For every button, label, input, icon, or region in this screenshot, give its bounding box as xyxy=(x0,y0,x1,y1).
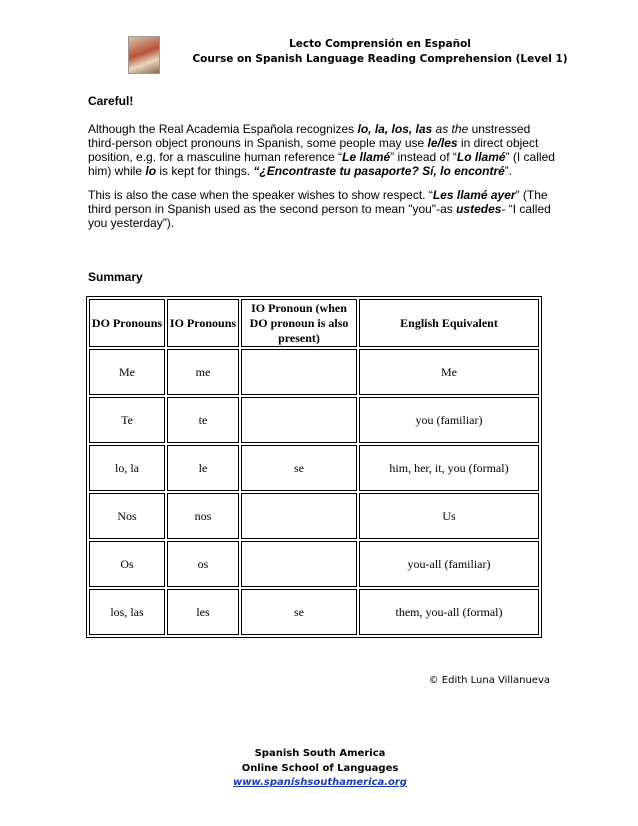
table-row xyxy=(89,397,539,443)
table-cell: Me xyxy=(359,349,539,395)
text-run: This is also the case when the speaker wishes to show respect. “ xyxy=(88,188,433,202)
text-run: Les llamé ayer xyxy=(432,188,516,202)
careful-heading: Careful! xyxy=(88,94,134,108)
text-run: ” (I called him) while xyxy=(88,150,555,178)
table-cell: him, her, it, you (formal) xyxy=(359,445,539,491)
text-run: ”. xyxy=(504,164,513,178)
table-header-row xyxy=(89,299,539,347)
text-run: Lo llamé xyxy=(456,150,506,164)
table-row xyxy=(89,541,539,587)
footer-website-link[interactable]: www.spanishsouthamerica.org xyxy=(233,777,407,788)
text-run: in direct object position, e.g. for a masculine human reference “ xyxy=(88,136,539,164)
table-cell xyxy=(241,397,357,443)
table-row xyxy=(89,445,539,491)
text-run: ” instead of “ xyxy=(390,150,457,164)
table-cell: le xyxy=(167,445,239,491)
table-cell: se xyxy=(241,589,357,635)
text-run: ustedes xyxy=(456,202,502,216)
table-cell: Os xyxy=(89,541,165,587)
text-run: - “I called you yesterday”). xyxy=(88,202,551,230)
table-cell: them, you-all (formal) xyxy=(359,589,539,635)
copyright-text: © Edith Luna Villanueva xyxy=(428,675,550,686)
text-run: “¿Encontraste tu pasaporte? Sí, lo encontré xyxy=(253,164,505,178)
table-cell xyxy=(241,493,357,539)
column-header: English Equivalent xyxy=(359,299,539,347)
table-cell: os xyxy=(167,541,239,587)
table-row xyxy=(89,349,539,395)
table-cell: lo, la xyxy=(89,445,165,491)
footer-school-type: Online School of Languages xyxy=(241,763,399,774)
header-subtitle: Course on Spanish Language Reading Comprehension (Level 1) xyxy=(192,53,568,65)
text-run: as the xyxy=(432,122,469,136)
text-run: Although the Real Academia Española recognizes xyxy=(88,122,358,136)
careful-paragraph-1 xyxy=(88,122,558,178)
table-cell: Me xyxy=(89,349,165,395)
table-cell: nos xyxy=(167,493,239,539)
table-cell: los, las xyxy=(89,589,165,635)
column-header: DO Pronouns xyxy=(89,299,165,347)
text-run: Le llamé xyxy=(342,150,391,164)
text-run: unstressed third-person object pronouns in Spanish, some people may use xyxy=(88,122,531,150)
table-cell: te xyxy=(167,397,239,443)
text-run: lo xyxy=(145,164,157,178)
table-cell: les xyxy=(167,589,239,635)
text-run: lo, la, los, las xyxy=(357,122,433,136)
text-run: is kept for things. xyxy=(156,164,254,178)
careful-paragraph-2 xyxy=(88,188,558,230)
column-header: IO Pronoun (when DO pronoun is also present) xyxy=(241,299,357,347)
footer-school-name: Spanish South America xyxy=(254,748,386,759)
table-cell: you (familiar) xyxy=(359,397,539,443)
table-cell: se xyxy=(241,445,357,491)
table-cell xyxy=(241,349,357,395)
summary-heading: Summary xyxy=(88,270,143,284)
table-row xyxy=(89,493,539,539)
column-header: IO Pronouns xyxy=(167,299,239,347)
table-cell: Us xyxy=(359,493,539,539)
text-run: le/les xyxy=(427,136,458,150)
table-cell: Nos xyxy=(89,493,165,539)
header-title: Lecto Comprensión en Español xyxy=(289,38,471,50)
pronoun-summary-table xyxy=(86,296,542,638)
table-cell: you-all (familiar) xyxy=(359,541,539,587)
table-cell: me xyxy=(167,349,239,395)
table-cell xyxy=(241,541,357,587)
table-row xyxy=(89,589,539,635)
table-cell: Te xyxy=(89,397,165,443)
text-run: ” (The third person in Spanish used as the second person to mean "you"-as xyxy=(88,188,548,216)
